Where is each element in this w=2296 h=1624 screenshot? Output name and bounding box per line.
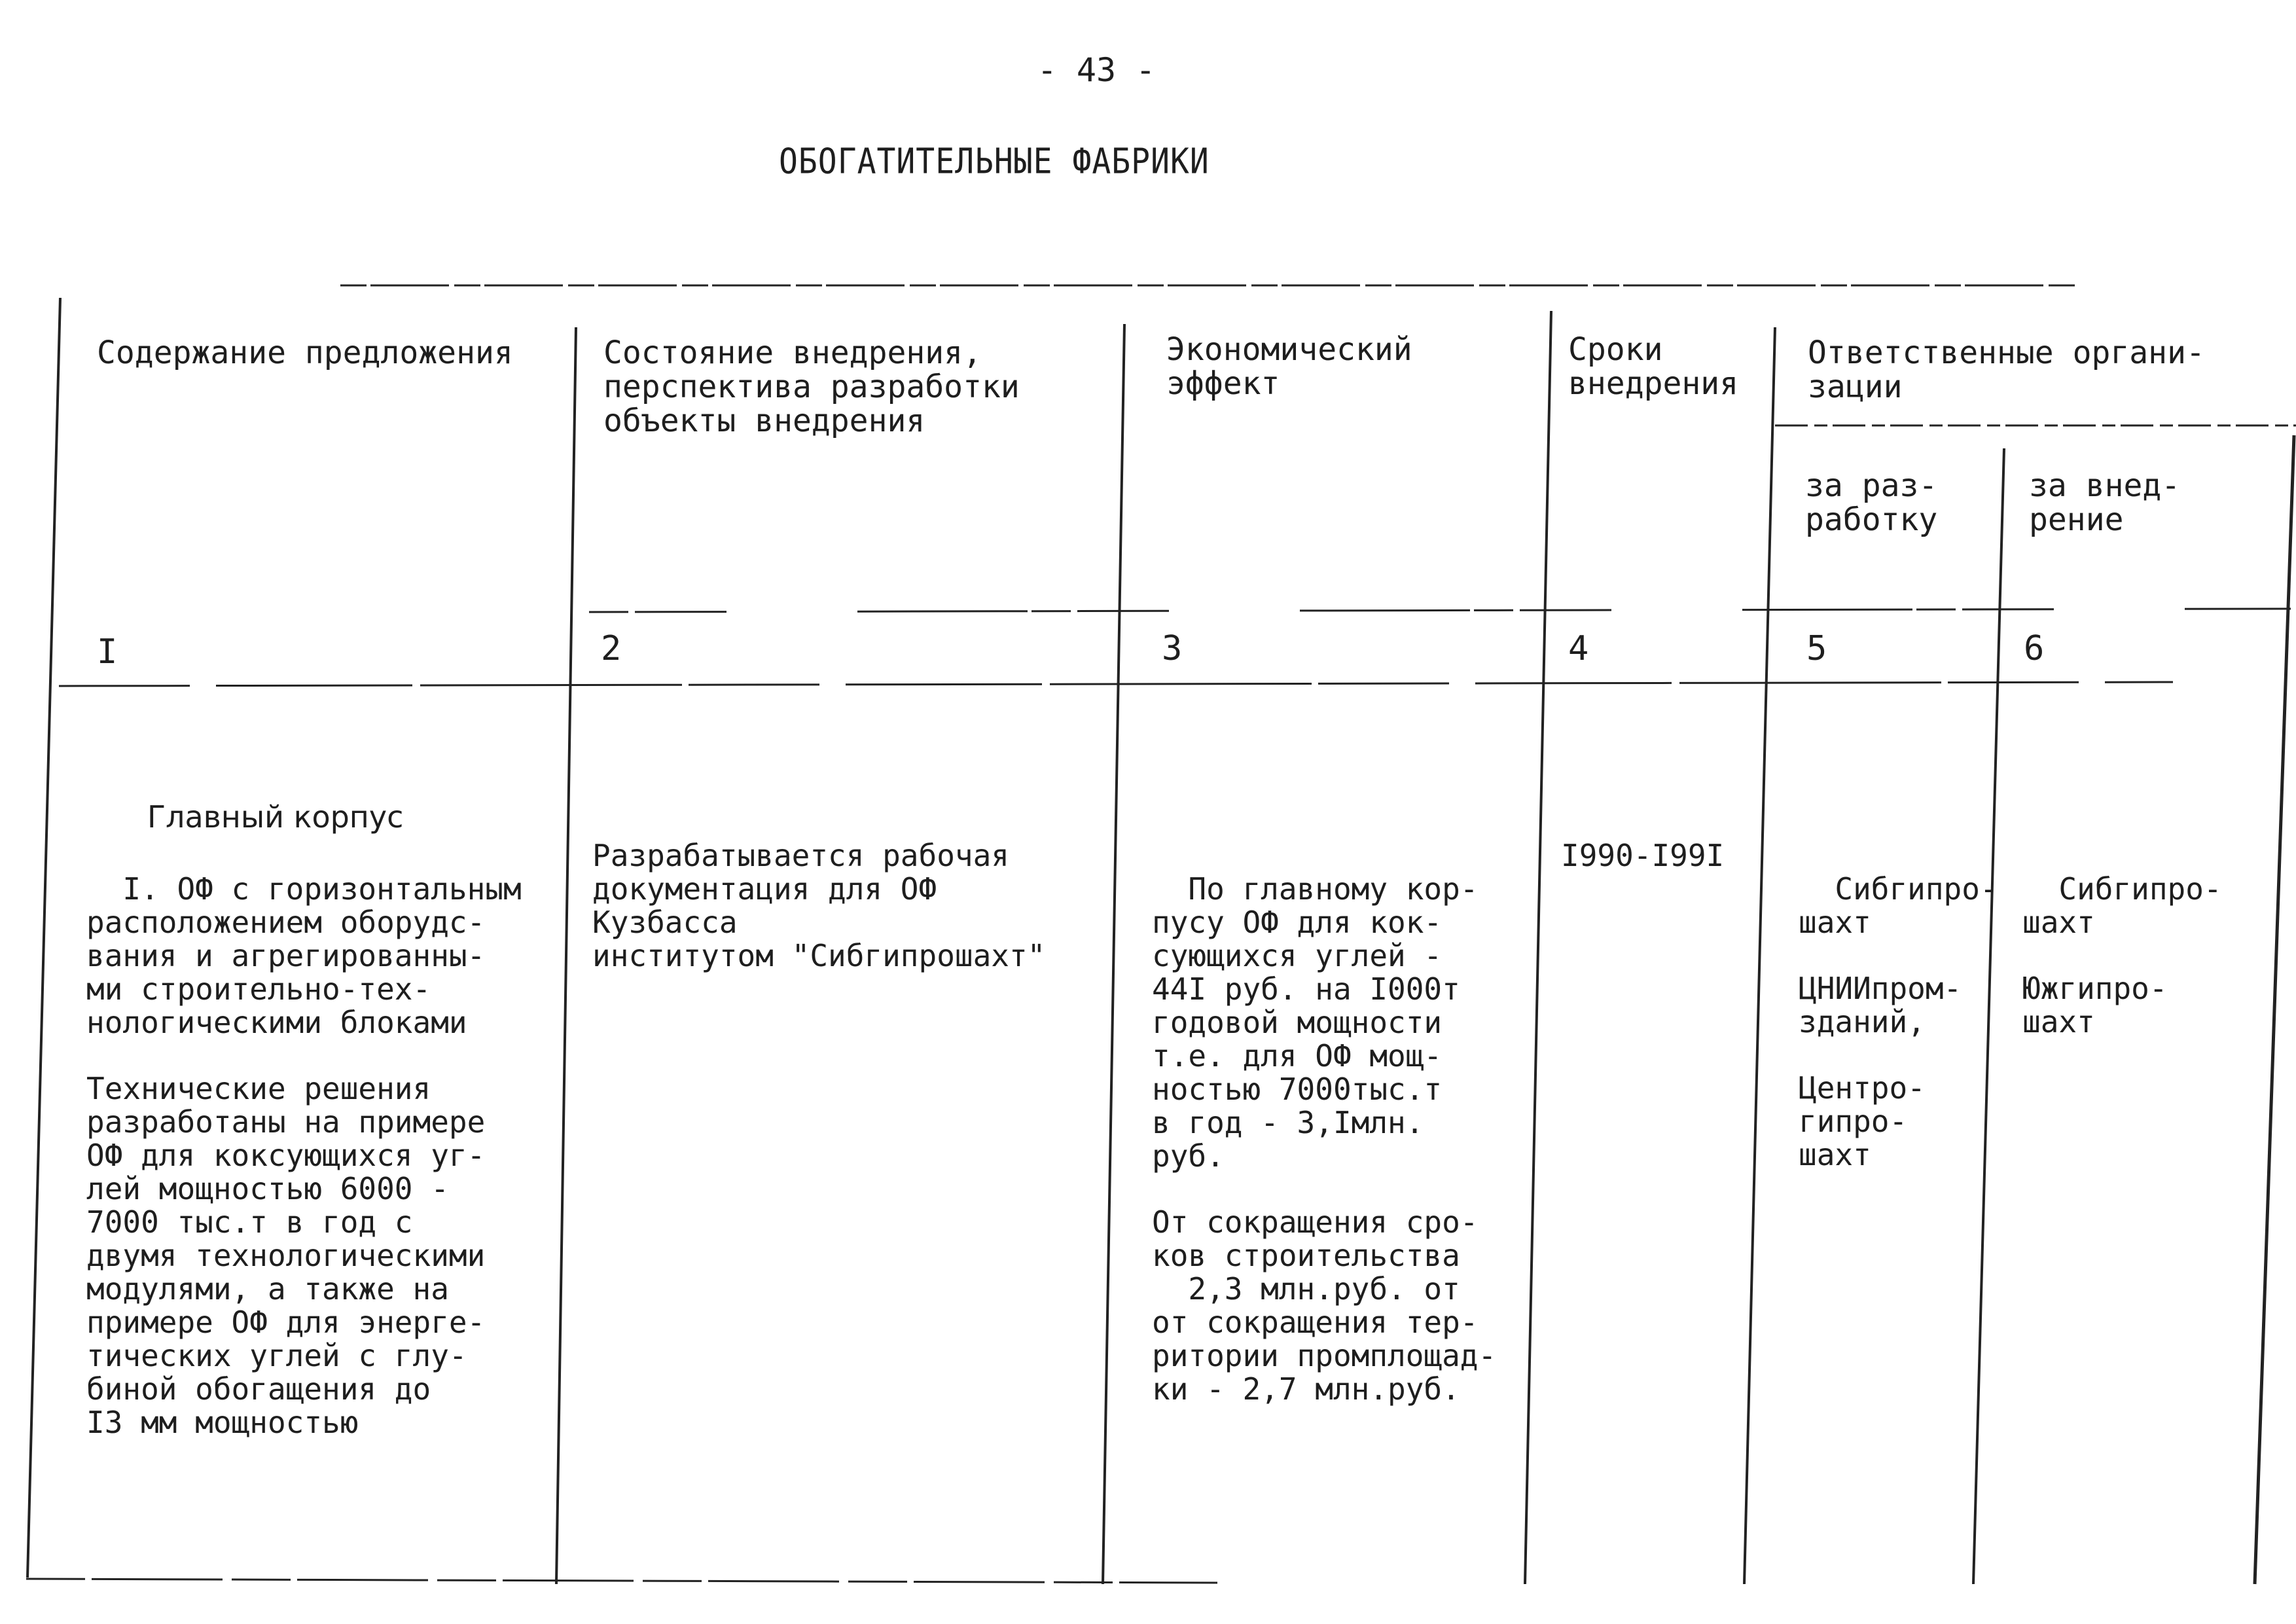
header-content: Содержание предложения xyxy=(97,334,513,371)
column-number-6: 6 xyxy=(2024,629,2045,668)
economic-effect-text-2: От сокращения сро- ков строительства 2,3 млн.руб. от от сокращения тер- ритории промплощад- ки - 2,7 млн.руб. xyxy=(1152,1204,1497,1407)
cell-economic-effect xyxy=(1152,839,1496,1406)
dev-org-3: Центро- гипро- шахт xyxy=(1799,1070,1926,1172)
page-number: - 43 - xyxy=(1037,51,1156,89)
dev-org-2: ЦНИИпром- зданий, xyxy=(1799,971,1962,1039)
column-number-3: 3 xyxy=(1162,629,1183,668)
cell-proposal-content xyxy=(86,839,522,1439)
header-status: Состояние внедрения, перспектива разработки объекты внедрения xyxy=(603,334,1020,439)
cell-development-orgs xyxy=(1799,839,1998,1172)
proposal-title-text: I. ОФ с горизонтальным расположением оборудс- вания и агрегированны- ми строительно-тех- нологическими блоками xyxy=(86,871,522,1040)
document-title: ОБОГАТИТЕЛЬНЫЕ ФАБРИКИ xyxy=(779,141,1210,182)
cell-implementation-status: Разрабатывается рабочая документация для ОФ Кузбасса институтом "Сибгипрошахт" xyxy=(592,838,1046,973)
cell-deadlines: I990-I99I xyxy=(1561,838,1725,873)
dev-org-1: Сибгипро- шахт xyxy=(1799,871,1998,940)
header-for-implementation: за внед- рение xyxy=(2029,467,2181,538)
header-economic-effect: Экономический эффект xyxy=(1166,331,1412,402)
column-number-5: 5 xyxy=(1806,629,1827,668)
impl-org-1: Сибгипро- шахт xyxy=(2022,871,2222,940)
column-number-1: I xyxy=(97,632,118,672)
economic-effect-text-1: По главному кор- пусу ОФ для кок- сующихся углей - 44I руб. на I000т годовой мощности т.е. для ОФ мощ- ностью 7000тыс.т в год - 3,Iмлн. руб. xyxy=(1152,871,1479,1174)
column-number-4: 4 xyxy=(1568,629,1589,668)
proposal-description-text: Технические решения разработаны на примере ОФ для коксующихся уг- лей мощностью 6000 - 7000 тыс.т в год с двумя технологическими модулями, а также на примере ОФ для энерге- тических углей с глу- биной обогащения до I3 мм мощностью xyxy=(86,1071,486,1440)
column-number-2: 2 xyxy=(601,629,622,668)
impl-org-2: Южгипро- шахт xyxy=(2022,971,2168,1039)
header-deadlines: Сроки внедрения xyxy=(1568,331,1739,402)
header-responsible-orgs: Ответственные органи- зации xyxy=(1808,334,2205,405)
cell-implementation-orgs xyxy=(2022,839,2222,1039)
header-for-development: за раз- работку xyxy=(1805,467,1938,538)
section-title: Главный корпус xyxy=(147,799,404,835)
